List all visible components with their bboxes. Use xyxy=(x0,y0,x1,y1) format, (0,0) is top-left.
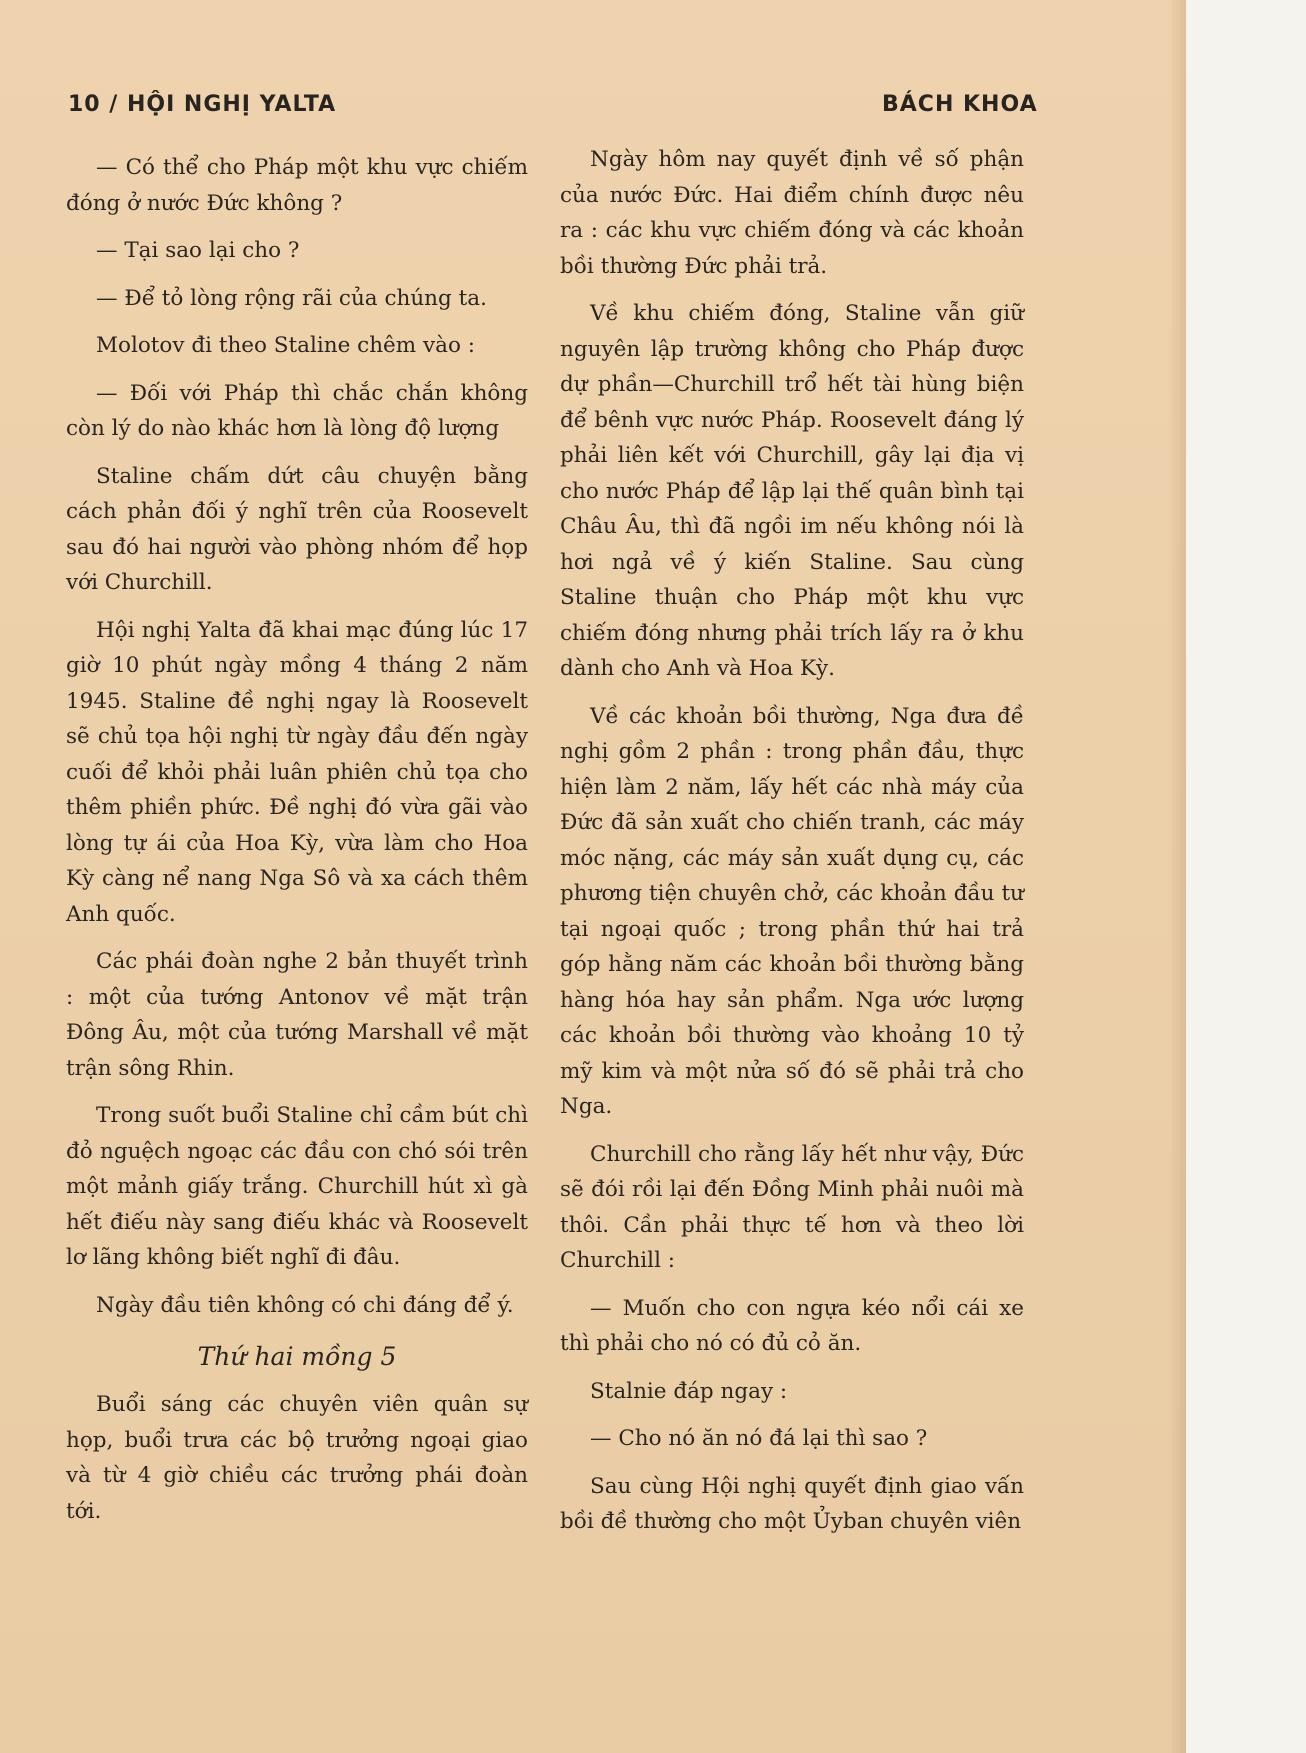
scan-margin xyxy=(1186,0,1306,1753)
paragraph: Staline chấm dứt câu chuyện bằng cách phản đối ý nghĩ trên của Roosevelt sau đó hai người vào phòng nhóm để họp với Churchill. xyxy=(66,463,528,595)
paragraph: — Có thể cho Pháp một khu vực chiếm đóng ở nước Đức không ? xyxy=(66,155,528,216)
left-column xyxy=(66,150,528,1541)
paragraph: Về khu chiếm đóng, Staline vẫn giữ nguyên lập trường không cho Pháp được dự phần—Churchill trổ hết tài hùng biện để bênh vực nước Pháp. Roosevelt đáng lý phải liên kết với Churchill, gây lại địa vị cho nước Pháp để lập lại thế quân bình tại Châu Âu, thì đã ngồi im nếu không nói là hơi ngả về ý kiến Staline. Sau cùng Staline thuận cho Pháp một khu vực chiếm đóng nhưng phải trích lấy ra ở khu dành cho Anh và Hoa Kỳ. xyxy=(560,301,1024,681)
section-subheading: Thứ hai mồng 5 xyxy=(197,1342,397,1371)
paragraph: — Cho nó ăn nó đá lại thì sao ? xyxy=(590,1426,928,1451)
paragraph: — Đối với Pháp thì chắc chắn không còn lý do nào khác hơn là lòng độ lượng xyxy=(66,380,528,441)
paragraph: Về các khoản bồi thường, Nga đưa đề nghị gồm 2 phần : trong phần đầu, thực hiện làm 2 năm, lấy hết các nhà máy của Đức đã sản xuất cho chiến tranh, các máy móc nặng, các máy sản xuất dụng cụ, các phương tiện chuyên chở, các khoản đầu tư tại ngoại quốc ; trong phần thứ hai trả góp hằng năm các khoản bồi thường bằng hàng hóa hay sản phẩm. Nga ước lượng các khoản bồi thường vào khoảng 10 tỷ mỹ kim và một nửa số đó sẽ phải trả cho Nga. xyxy=(560,703,1024,1119)
right-column xyxy=(560,142,1024,1552)
running-title-right: BÁCH KHOA xyxy=(882,92,1038,117)
paragraph: Churchill cho rằng lấy hết như vậy, Đức sẽ đói rồi lại đến Đồng Minh phải nuôi mà thôi. Cần phải thực tế hơn và theo lời Churchill : xyxy=(560,1141,1024,1273)
paragraph: Hội nghị Yalta đã khai mạc đúng lúc 17 giờ 10 phút ngày mồng 4 tháng 2 năm 1945. Staline đề nghị ngay là Roosevelt sẽ chủ tọa hội nghị từ ngày đầu đến ngày cuối để khỏi phải luân phiên chủ tọa cho thêm phiền phức. Đề nghị đó vừa gãi vào lòng tự ái của Hoa Kỳ, vừa làm cho Hoa Kỳ càng nể nang Nga Sô và xa cách thêm Anh quốc. xyxy=(66,617,528,927)
running-title-left: 10 / HỘI NGHỊ YALTA xyxy=(68,92,337,117)
paragraph: — Muốn cho con ngựa kéo nổi cái xe thì phải cho nó có đủ cỏ ăn. xyxy=(560,1295,1024,1356)
paragraph: — Để tỏ lòng rộng rãi của chúng ta. xyxy=(96,285,487,311)
paragraph: — Tại sao lại cho ? xyxy=(96,238,300,263)
paragraph: Trong suốt buổi Staline chỉ cầm bút chì đỏ nguệch ngoạc các đầu con chó sói trên một mảnh giấy trắng. Churchill hút xì gà hết điếu này sang điếu khác và Roosevelt lơ lãng không biết nghĩ đi đâu. xyxy=(66,1103,528,1270)
paragraph: Stalnie đáp ngay : xyxy=(590,1378,788,1404)
paragraph: Sau cùng Hội nghị quyết định giao vấn bồi đề thường cho một Ủyban chuyên viên xyxy=(560,1473,1024,1534)
paragraph: Các phái đoàn nghe 2 bản thuyết trình : một của tướng Antonov về mặt trận Đông Âu, một của tướng Marshall về mặt trận sông Rhin. xyxy=(66,949,528,1081)
page-header xyxy=(0,92,1186,128)
paragraph: Ngày đầu tiên không có chi đáng để ý. xyxy=(96,1292,514,1318)
paragraph: Buổi sáng các chuyên viên quân sự họp, buổi trưa các bộ trưởng ngoại giao và từ 4 giờ chiều các trưởng phái đoàn tới. xyxy=(66,1392,528,1524)
paragraph: Ngày hôm nay quyết định về số phận của nước Đức. Hai điểm chính được nêu ra : các khu vực chiếm đóng và các khoản bồi thường Đức phải trả. xyxy=(560,147,1024,279)
paragraph: Molotov đi theo Staline chêm vào : xyxy=(96,333,475,358)
